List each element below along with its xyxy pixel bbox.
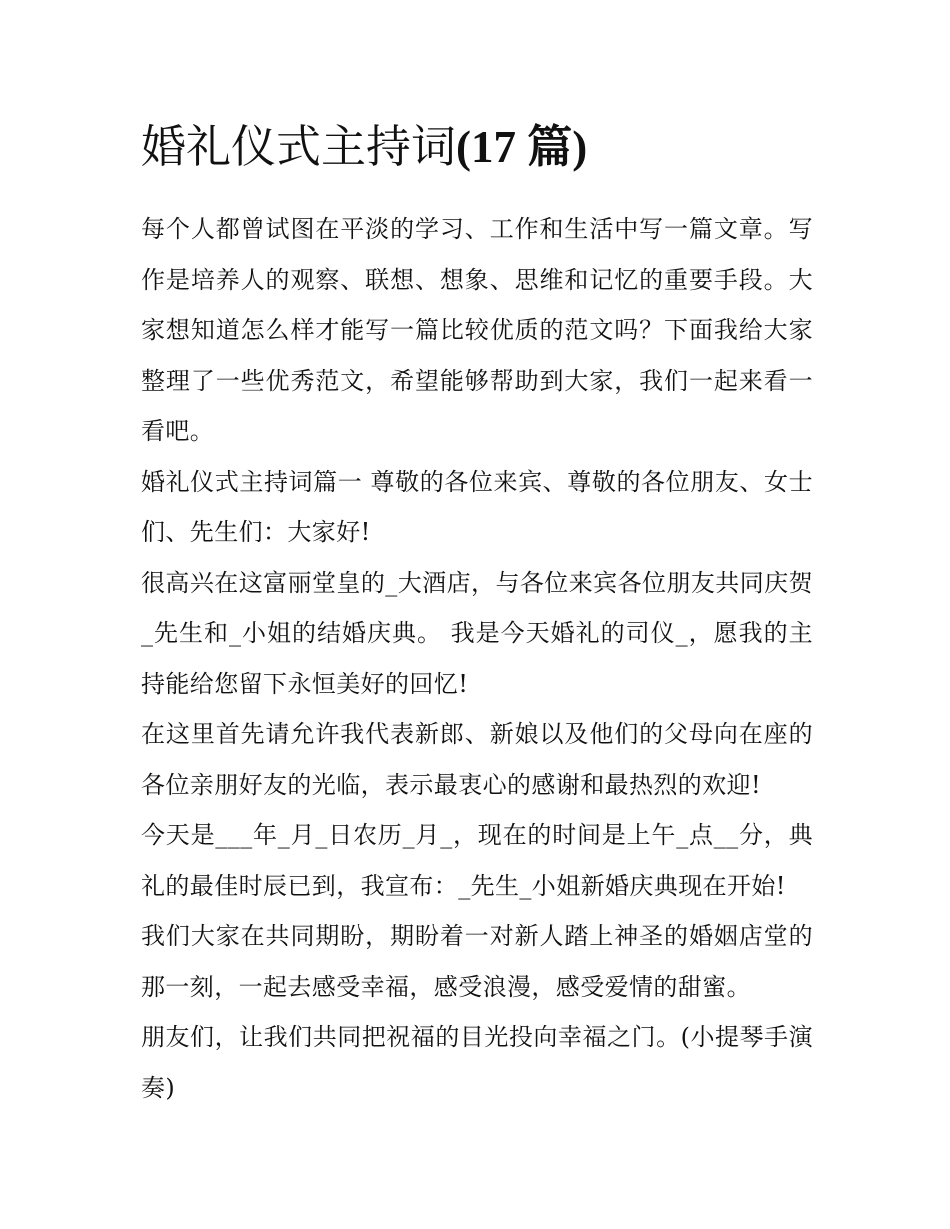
- title-suffix: (17 篇): [456, 122, 588, 172]
- paragraph-thanks: 在这里首先请允许我代表新郎、新娘以及他们的父母向在座的各位亲朋好友的光临，表示最衷心的感谢和最热烈的欢迎!: [141, 720, 813, 799]
- document-title: [141, 112, 813, 182]
- document-body: [141, 112, 813, 1113]
- paragraph-anticipation: 我们大家在共同期盼，期盼着一对新人踏上神圣的婚姻店堂的那一刻，一起去感受幸福，感受浪漫，感受爱情的甜蜜。: [141, 922, 813, 1001]
- title-main: 婚礼仪式主持词: [141, 120, 457, 173]
- paragraph-announcement: 今天是___年_月_日农历_月_，现在的时间是上午_点__分，典礼的最佳时辰已到，我宣布：_先生_小姐新婚庆典现在开始!: [141, 821, 813, 900]
- paragraph-welcome: 很高兴在这富丽堂皇的_大酒店，与各位来宾各位朋友共同庆贺_先生和_小姐的结婚庆典。 我是今天婚礼的司仪_，愿我的主持能给您留下永恒美好的回忆!: [141, 568, 813, 698]
- paragraph-greeting: 婚礼仪式主持词篇一 尊敬的各位来宾、尊敬的各位朋友、女士们、先生们：大家好!: [141, 467, 813, 546]
- paragraph-intro: 每个人都曾试图在平淡的学习、工作和生活中写一篇文章。写作是培养人的观察、联想、想象、思维和记忆的重要手段。大家想知道怎么样才能写一篇比较优质的范文吗？下面我给大家整理了一些优秀范文，希望能够帮助到大家，我们一起来看一看吧。: [141, 215, 813, 445]
- paragraph-music: 朋友们，让我们共同把祝福的目光投向幸福之门。(小提琴手演奏): [141, 1023, 813, 1102]
